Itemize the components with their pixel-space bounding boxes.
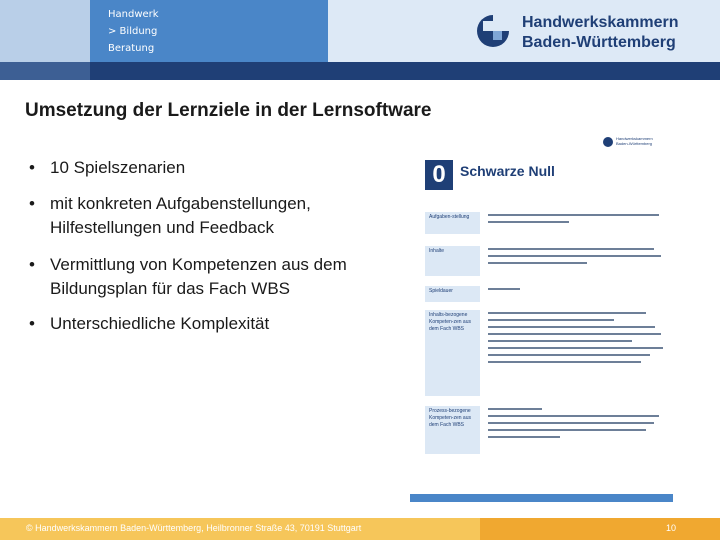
document-logo (603, 136, 667, 148)
document-row-lines (488, 214, 668, 228)
document-footer-bar (410, 494, 673, 502)
nav-item-beratung[interactable]: Beratung (108, 43, 155, 54)
document-row-label: Spieldauer (425, 286, 480, 302)
footer-copyright: © Handwerkskammern Baden-Württemberg, Heilbronner Straße 43, 70191 Stuttgart (26, 523, 362, 533)
document-row-label: Aufgaben-stellung (425, 212, 480, 234)
document-row-lines (488, 288, 668, 295)
document-row-label: Prozess-bezogene Kompeten-zen aus dem Fach WBS (425, 406, 480, 454)
bullet-text: Unterschiedliche Komplexität (50, 314, 270, 333)
nav-item-handwerk[interactable]: Handwerk (108, 9, 159, 20)
document-logo-text (616, 136, 653, 146)
slide-title: Umsetzung der Lernziele in der Lernsoftware (25, 100, 432, 121)
document-row-lines (488, 408, 668, 443)
document-row-lines (488, 312, 668, 368)
nav-item-bildung[interactable]: > Bildung (108, 26, 158, 37)
document-logo-line-1: Handwerkskammern (616, 136, 653, 141)
bullet-dot: • (29, 194, 35, 213)
logo-line-2: Baden-Württemberg (522, 34, 676, 51)
header-bar (0, 62, 720, 80)
bullet-text: Hilfestellungen und Feedback (50, 218, 274, 237)
header-bar-accent (0, 62, 90, 80)
hwk-logo-text (522, 13, 679, 53)
document-row-lines (488, 248, 668, 269)
header-left-panel (0, 0, 90, 62)
bullet-dot: • (29, 255, 35, 274)
bullet-text: Bildungsplan für das Fach WBS (50, 279, 291, 298)
header-nav (90, 0, 328, 62)
scenario-number-badge: 0 (425, 160, 453, 190)
bullet-text: mit konkreten Aufgabenstellungen, (50, 194, 311, 213)
hwk-logo-icon (476, 14, 510, 48)
scenario-title: Schwarze Null (460, 163, 555, 179)
document-logo-icon (603, 137, 613, 147)
logo-line-1: Handwerkskammern (522, 14, 679, 31)
document-row-label: Inhalte (425, 246, 480, 276)
page-number: 10 (666, 523, 677, 533)
document-row-label: Inhalts-bezogene Kompeten-zen aus dem Fach WBS (425, 310, 480, 396)
bullet-dot: • (29, 158, 35, 177)
document-logo-line-2: Baden-Württemberg (616, 141, 653, 146)
bullet-text: Vermittlung von Kompetenzen aus dem (50, 255, 347, 274)
bullet-text: 10 Spielszenarien (50, 158, 186, 177)
bullet-dot: • (29, 314, 35, 333)
